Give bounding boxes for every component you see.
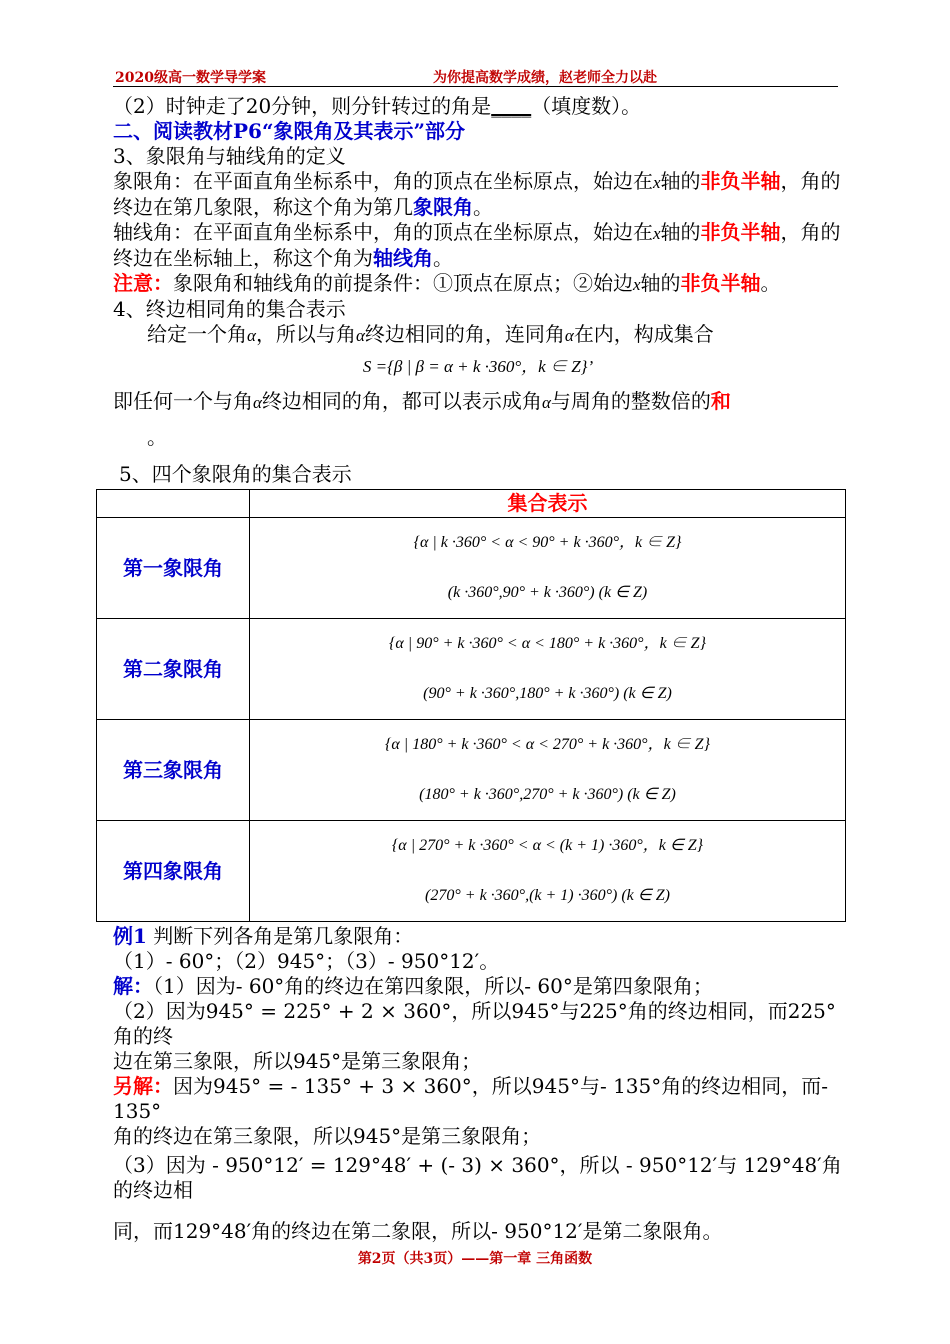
alt-solution-line-2: 角的终边在第三象限，所以945°是第三象限角； <box>113 1124 542 1148</box>
table-row <box>97 720 846 821</box>
set-expression: {α | k ·360° < α < 90° + k ·360°，k ∈ Z} <box>413 534 682 551</box>
quadrant-name: 第一象限角 <box>97 518 250 619</box>
part-3-line-2: 同，而129°48′角的终边在第二象限，所以- 950°12′是第二象限角。 <box>113 1219 723 1243</box>
table-row <box>97 518 846 619</box>
solution-line-2: （2）因为945° = 225° + 2 × 360°，所以945°与225°角的终边相同，而225°角的终 <box>113 999 836 1048</box>
alt-solution-line-1: 另解：因为945° = - 135° + 3 × 360°，所以945°与- 135°角的终边相同，而- 135° <box>113 1074 828 1123</box>
table-row <box>97 619 846 720</box>
part-3-line-1: （3）因为 - 950°12′ = 129°48′ + (- 3) × 360°，所以 - 950°12′与 129°48′角的终边相 <box>113 1153 842 1202</box>
item-4-line-3: 。 <box>147 425 167 449</box>
page-header <box>113 64 838 87</box>
interval-expression: (270° + k ·360°,(k + 1) ·360°) (k ∈ Z) <box>425 887 670 904</box>
formula-set-S: S ={β | β = α + k ·360°，k ∈ Z}’ <box>362 357 594 376</box>
header-slogan: 为你提高数学成绩，赵老师全力以赴 <box>433 70 657 86</box>
example-1-title: 例1 判断下列各角是第几象限角： <box>113 924 414 948</box>
header-course-title: 2020级高一数学导学案 <box>115 70 266 86</box>
item-4-line-2: 即任何一个与角α终边相同的角，都可以表示成角α与周角的整数倍的和 <box>113 389 731 413</box>
quadrant-name: 第三象限角 <box>97 720 250 821</box>
item-3-title: 3、象限角与轴线角的定义 <box>113 144 346 168</box>
page-footer: 第2页（共3页）——第一章 三角函数 <box>357 1251 593 1267</box>
table-header-set: 集合表示 <box>250 490 846 518</box>
quadrant-name: 第四象限角 <box>97 821 250 922</box>
section-2-title: 二、阅读教材P6“象限角及其表示”部分 <box>113 119 465 143</box>
page-content <box>113 94 843 1244</box>
example-1-items: （1）- 60°；（2）945°；（3）- 950°12′。 <box>113 949 500 973</box>
item-4-title: 4、终边相同角的集合表示 <box>113 297 346 321</box>
set-expression: {α | 90° + k ·360° < α < 180° + k ·360°，k ∈ Z} <box>389 635 706 652</box>
item-4-line-1: 给定一个角α，所以与角α终边相同的角，连同角α在内，构成集合 <box>147 322 714 346</box>
set-expression: {α | 180° + k ·360° < α < 270° + k ·360°，k ∈ Z} <box>385 736 710 753</box>
interval-expression: (k ·360°,90° + k ·360°) (k ∈ Z) <box>447 584 648 601</box>
question-2: （2）时钟走了20分钟，则分针转过的角是____（填度数）。 <box>113 94 642 118</box>
quadrant-set-table <box>96 489 846 922</box>
solution-line-1: 解：（1）因为- 60°角的终边在第四象限，所以- 60°是第四象限角； <box>113 974 713 998</box>
interval-expression: (90° + k ·360°,180° + k ·360°) (k ∈ Z) <box>423 685 672 702</box>
quadrant-angle-definition: 象限角：在平面直角坐标系中，角的顶点在坐标原点，始边在x轴的非负半轴，角的终边在第几象限，称这个角为第几象限角。 <box>113 169 841 219</box>
axis-angle-definition: 轴线角：在平面直角坐标系中，角的顶点在坐标原点，始边在x轴的非负半轴，角的终边在坐标轴上，称这个角为轴线角。 <box>113 220 841 270</box>
answer-blank: ____ <box>491 94 532 118</box>
solution-line-3: 边在第三象限，所以945°是第三象限角； <box>113 1049 482 1073</box>
quadrant-name: 第二象限角 <box>97 619 250 720</box>
set-expression: {α | 270° + k ·360° < α < (k + 1) ·360°，k ∈ Z} <box>391 837 704 854</box>
note: 注意：象限角和轴线角的前提条件：①顶点在原点；②始边x轴的非负半轴。 <box>113 271 781 295</box>
table-row <box>97 821 846 922</box>
table-header-blank <box>97 490 250 518</box>
interval-expression: (180° + k ·360°,270° + k ·360°) (k ∈ Z) <box>419 786 676 803</box>
item-5-title: 5、四个象限角的集合表示 <box>119 462 352 486</box>
